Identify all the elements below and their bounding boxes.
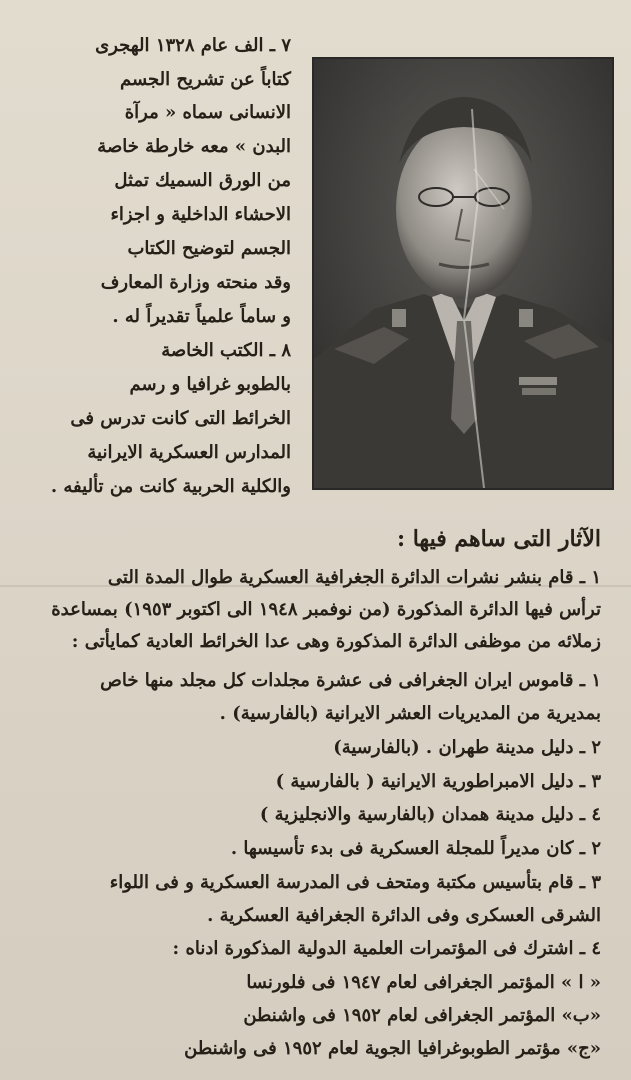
body-line-12: ٤ ـ اشترك فى المؤتمرات العلمية الدولية المذكورة ادناه : (172, 938, 601, 959)
column-line-4: البدن » معه خارطة خاصة (97, 136, 291, 157)
body-line-15: «ج» مؤتمر الطوبوغرافيا الجوية لعام ١٩٥٢ فى واشنطن (184, 1038, 601, 1059)
body-line-3: زملائه من موظفى الدائرة المذكورة وهى عدا الخرائط العادية كمايأتى : (71, 631, 601, 652)
body-line-9: ٢ ـ كان مديراً للمجلة العسكرية فى بدء تأسيسها . (230, 838, 601, 859)
column-line-2: كتاباً عن تشريح الجسم (120, 69, 291, 90)
column-line-3: الانسانى سماه « مرآة (124, 102, 291, 123)
body-line-10: ٣ ـ قام بتأسيس مكتبة ومتحف فى المدرسة العسكرية و فى اللواء (109, 872, 601, 893)
column-line-11: بالطوبو غرافيا و رسم (129, 374, 291, 395)
column-line-9: و ساماً علمياً تقديراً له . (112, 306, 291, 327)
body-line-8: ٤ ـ دليل مدينة همدان (بالفارسية والانجليزية ) (259, 804, 601, 825)
body-line-1: ١ ـ قام بنشر نشرات الدائرة الجغرافية العسكرية طوال المدة التى (107, 567, 601, 588)
body-line-6: ٢ ـ دليل مدينة طهران . (بالفارسية) (333, 737, 601, 758)
body-line-4: ١ ـ قاموس ايران الجغرافى فى عشرة مجلدات كل مجلد منها خاص (100, 670, 601, 691)
column-line-7: الجسم لتوضيح الكتاب (127, 238, 291, 259)
body-line-14: «ب» المؤتمر الجغرافى لعام ١٩٥٢ فى واشنطن (243, 1005, 601, 1026)
column-line-13: المدارس العسكرية الايرانية (87, 442, 291, 463)
section-heading: الآثار التى ساهم فيها : (396, 526, 601, 552)
body-line-7: ٣ ـ دليل الامبراطورية الايرانية ( بالفارسية ) (275, 771, 601, 792)
body-line-5: بمديرية من المديريات العشر الايرانية (بالفارسية) . (219, 703, 601, 724)
officer-portrait-photo (312, 57, 614, 490)
column-line-12: الخرائط التى كانت تدرس فى (70, 408, 291, 429)
column-line-14: والكلية الحربية كانت من تأليفه . (50, 476, 291, 497)
column-line-1: ٧ ـ الف عام ١٣٢٨ الهجرى (95, 35, 291, 56)
column-line-6: الاحشاء الداخلية و اجزاء (110, 204, 291, 225)
column-line-8: وقد منحته وزارة المعارف (100, 272, 291, 293)
body-line-2: ترأس فيها الدائرة المذكورة (من نوفمبر ١٩٤٨ الى اكتوبر ١٩٥٣) بمساعدة (51, 599, 601, 620)
body-line-11: الشرقى العسكرى وفى الدائرة الجغرافية العسكرية . (207, 905, 601, 926)
column-line-5: من الورق السميك تمثل (114, 170, 291, 191)
body-line-13: « ا » المؤتمر الجغرافى لعام ١٩٤٧ فى فلورنسا (246, 972, 601, 993)
column-line-10: ٨ ـ الكتب الخاصة (161, 340, 291, 361)
